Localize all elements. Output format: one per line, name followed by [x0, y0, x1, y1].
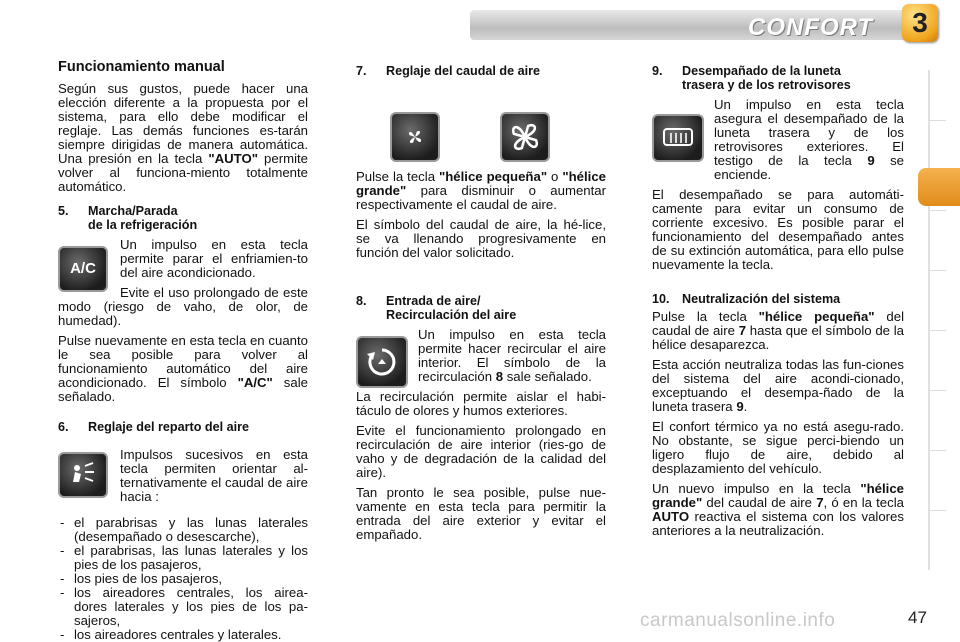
column-2 [356, 60, 606, 548]
item-10-p3: El confort térmico ya no está asegu-rado. No obstante, se sigue perci-biendo un ligero flujo de aire, debido al desplazamiento del vehículo. [652, 419, 904, 476]
item-8-p4: Tan pronto le sea posible, pulse nue-vamente en esta tecla para permitir la entrada del aire exterior y evitar el empañado. [356, 485, 606, 542]
list-item: - el parabrisas, las lunas laterales y los pies de los pasajeros, [58, 544, 308, 572]
item-10-p4: Un nuevo impulso en la tecla "hélice grande" del caudal de aire 7, ó en la tecla AUTO reactiva el sistema con los valores anteriores a la neutralización. [652, 481, 905, 538]
small-fan-icon [390, 112, 440, 162]
item-6-text: Impulsos sucesivos en esta tecla permiten orientar al-ternativamente el caudal de aire hacia : [120, 447, 308, 504]
large-fan-icon [500, 112, 550, 162]
tab-divider [930, 270, 946, 271]
list-item: - los aireadores centrales, los airea-dores laterales y los pies de los pa-sajeros, [58, 586, 308, 628]
list-item: - los aireadores centrales y laterales. [58, 628, 308, 642]
air-distribution-icon [58, 452, 108, 498]
item-5-reactivate: Pulse nuevamente en esta tecla en cuanto le sea posible para volver al funcionamiento automático del aire acondicionado. El símbolo "A/C" sale señalado. [58, 333, 308, 404]
item-6-heading: 6. Reglaje del reparto del aire [58, 420, 249, 434]
recirculation-icon [356, 336, 408, 388]
item-5-text: Un impulso en esta tecla permite parar el enfriamien-to del aire acondicionado. [120, 237, 308, 280]
page-number: 47 [908, 608, 927, 627]
item-8-heading: 8. Entrada de aire/ Recirculación del aire [356, 294, 517, 322]
item-6-body [58, 448, 308, 642]
page-header [0, 0, 960, 52]
item-9-text: Un impulso en esta tecla asegura el desempañado de la luneta trasera y de los retrovisores exteriores. El testigo de la tecla 9 se enciende. [714, 97, 904, 182]
item-7-heading: 7. Reglaje del caudal de aire [356, 64, 540, 78]
ac-button-icon: A/C [58, 246, 108, 292]
list-item: - los pies de los pasajeros, [58, 572, 308, 586]
tab-divider [930, 120, 946, 121]
item-5-body [58, 238, 308, 404]
list-item: - el parabrisas y las lunas laterales (desempañado o desescarche), [58, 516, 308, 544]
item-5-heading: 5. Marcha/Parada de la refrigeración [58, 204, 198, 232]
item-8-text: Un impulso en esta tecla permite hacer recircular el aire interior. El símbolo de la recirculación 8 sale señalado. [418, 327, 606, 384]
intro-paragraph: Según sus gustos, puede hacer una elección diferente a la propuesta por el sistema, para ello debe modificar el reglaje. Las demás funciones es-tarán siempre dirigidas de manera automática. Una presión en la tecla "AUTO" permite volver al funciona-miento totalmente automático. [58, 81, 308, 194]
section-title: Funcionamiento manual [58, 59, 225, 75]
fan-icons-row [356, 78, 606, 168]
column-1 [58, 60, 308, 642]
column-3 [652, 60, 904, 544]
item-7-note: El símbolo del caudal de aire, la hé-lice, se va llenando progresivamente en función del valor solicitado. [356, 217, 606, 260]
side-tab-strip [928, 70, 960, 570]
chapter-title: CONFORT [748, 14, 874, 41]
watermark: carmanualsonline.info [640, 610, 836, 631]
item-7-text: Pulse la tecla "hélice pequeña" o "hélice grande" para disminuir o aumentar respectivamente el caudal de aire. [356, 169, 606, 212]
tab-divider [930, 510, 946, 511]
item-10-p2: Esta acción neutraliza todas las fun-ciones del sistema del aire acondi-cionado, exceptuando el desempa-ñado de la luneta trasera 9. [652, 357, 904, 414]
tab-divider [930, 390, 946, 391]
active-chapter-tab[interactable] [918, 168, 960, 206]
item-8-body [356, 328, 606, 542]
item-8-p2: La recirculación permite aislar el habi-táculo de olores y humos exteriores. [356, 389, 606, 418]
item-5-warning: Evite el uso prolongado de este modo (riesgo de vaho, de olor, de humedad). [58, 285, 308, 328]
item-9-body [652, 98, 904, 272]
tab-divider [930, 210, 946, 211]
item-10-p1: Pulse la tecla "hélice pequeña" del caudal de aire 7 hasta que el símbolo de la hélice desaparezca. [652, 309, 904, 352]
chapter-number-badge: 3 [902, 4, 938, 42]
tab-divider [930, 450, 946, 451]
item-9-heading: 9. Desempañado de la luneta trasera y de los retrovisores [652, 64, 851, 92]
item-8-p3: Evite el funcionamiento prolongado en recirculación de aire interior (ries-go de vaho y de degradación de la calidad del aire). [356, 423, 606, 480]
item-10-heading: 10. Neutralización del sistema [652, 292, 841, 306]
tab-divider [930, 330, 946, 331]
distribution-list [58, 516, 308, 642]
rear-defrost-icon [652, 114, 704, 162]
item-9-p2: El desempañado se para automáti-camente para evitar un consumo de corriente excesivo. Es posible parar el funcionamiento del desempañado antes de su extinción automática, para ello pulse nuevamente la tecla. [652, 187, 904, 272]
